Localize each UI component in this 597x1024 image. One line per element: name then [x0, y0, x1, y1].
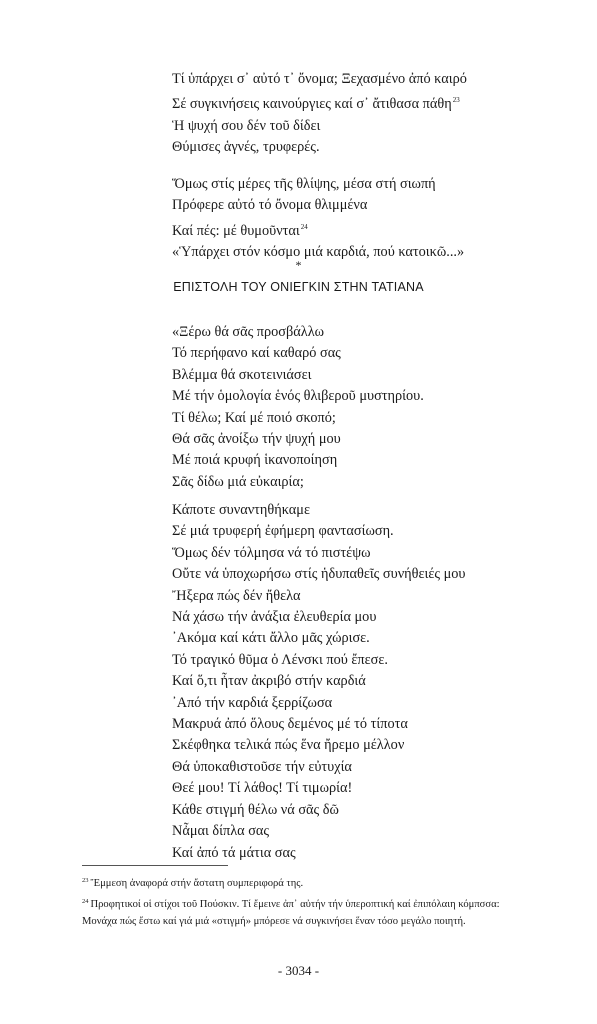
- footnote-ref: 23: [452, 96, 460, 105]
- footnote-divider: [82, 865, 228, 866]
- verse-line: Καί πές: μέ θυμοῦνται$^{24}$: [172, 222, 308, 239]
- verse-line: Θά ὑποκαθιστοῦσε τήν εὐτυχία: [172, 758, 352, 775]
- verse-line: Θεέ μου! Τί λάθος! Τί τιμωρία!: [172, 780, 353, 797]
- verse-line: Καί ἀπό τά μάτια σας: [172, 844, 296, 861]
- verse-line: Κάποτε συναντηθήκαμε: [172, 502, 310, 518]
- verse-line: Νά χάσω τήν ἀνάξια ἐλευθερία μου: [172, 609, 377, 626]
- verse-line: Κάθε στιγμή θέλω νά σᾶς δῶ: [172, 801, 339, 818]
- stanza-3: [172, 322, 424, 493]
- verse-line: Μακρυά ἀπό ὅλους δεμένος μέ τό τίποτα: [172, 716, 408, 733]
- footnote-number: 23: [82, 877, 89, 884]
- verse-line: Τό περήφανο καί καθαρό σας: [172, 345, 341, 362]
- footnote-ref: 24: [300, 222, 308, 231]
- stanza-4: [172, 500, 465, 864]
- verse-line: Τό τραγικό θῦμα ὁ Λένσκι πού ἔπεσε.: [172, 651, 388, 668]
- verse-line: Θά σᾶς ἀνοίξω τήν ψυχή μου: [172, 431, 341, 448]
- section-separator: *: [295, 258, 302, 272]
- verse-line: Σέ συγκινήσεις καινούργιες καί σ᾿ ἄτιθασα πάθη$^{23}$: [172, 96, 460, 113]
- verse-line: ᾿Ακόμα καί κάτι ἄλλο μᾶς χώρισε.: [172, 630, 370, 647]
- verse-line: Τί θέλω; Καί μέ ποιό σκοπό;: [172, 409, 336, 426]
- verse-line: Ὅμως στίς μέρες τῆς θλίψης, μέσα στή σιωπή: [172, 176, 436, 192]
- verse-line: Βλέμμα θά σκοτεινιάσει: [172, 366, 312, 383]
- verse-line: «Ὑπάρχει στόν κόσμο μιά καρδιά, πού κατοικῶ...»: [172, 244, 465, 261]
- stanza-1: [172, 69, 467, 159]
- verse-line: Νἆμαι δίπλα σας: [172, 823, 270, 840]
- footnote-continuation: Μονάχα πώς ἔστω καί γιά μιά «στιγμή» μπόρεσε νά συγκινήσει ἕναν τόσο μεγάλο ποιητή.: [82, 916, 466, 927]
- verse-line: Πρόφερε αὐτό τό ὄνομα θλιμμένα: [172, 197, 368, 214]
- footnote: $^{23}$ Ἔμμεση ἀναφορά στήν ἄστατη συμπεριφορά της.: [82, 877, 304, 889]
- verse-line: Θύμισες ἁγνές, τρυφερές.: [172, 139, 320, 156]
- verse-line: Ἡ ψυχή σου δέν τοῦ δίδει: [172, 117, 321, 134]
- verse-line: ᾿Από τήν καρδιά ξερρίζωσα: [172, 694, 333, 711]
- verse-line: Οὔτε νά ὑποχωρήσω στίς ἡδυπαθεῖς συνήθειές μου: [172, 566, 466, 583]
- verse-line: Ὅμως δέν τόλμησα νά τό πιστέψω: [172, 544, 371, 561]
- verse-line: Μέ ποιά κρυφή ἱκανοποίηση: [172, 452, 338, 469]
- verse-line: Σᾶς δίδω μιά εὐκαιρία;: [172, 473, 304, 490]
- verse-line: Τί ὑπάρχει σ᾿ αὐτό τ᾿ ὄνομα; Ξεχασμένο ἀπό καιρό: [172, 71, 467, 87]
- page-number: - 3034 -: [277, 963, 320, 978]
- stanza-2: [172, 174, 464, 264]
- section-heading: ΕΠΙΣΤΟΛΗ ΤΟΥ ΟΝΙΕΓΚΙΝ ΣΤΗΝ ΤΑΤΙΑΝΑ: [173, 280, 424, 294]
- footnote: $^{24}$ Προφητικοί οἱ στίχοι τοῦ Πούσκιν. Τί ἔμεινε ἀπ᾿ αὐτήν τήν ὑπεροπτική καί ἐπιπόλαιη κόμπσσα:: [82, 897, 500, 910]
- verse-line: Ἤξερα πώς δέν ἤθελα: [172, 587, 301, 604]
- verse-line: Μέ τήν ὁμολογία ἑνός θλιβεροῦ μυστηρίου.: [172, 388, 424, 405]
- verse-line: Σκέφθηκα τελικά πώς ἕνα ἤρεμο μέλλον: [172, 737, 405, 754]
- footnotes: [82, 872, 592, 931]
- verse-line: Καί ὅ,τι ἦταν ἀκριβό στήν καρδιά: [172, 673, 366, 690]
- verse-line: «Ξέρω θά σᾶς προσβάλλω: [172, 324, 325, 340]
- verse-line: Σέ μιά τρυφερή ἐφήμερη φαντασίωση.: [172, 523, 394, 540]
- footnote-number: 24: [82, 897, 89, 905]
